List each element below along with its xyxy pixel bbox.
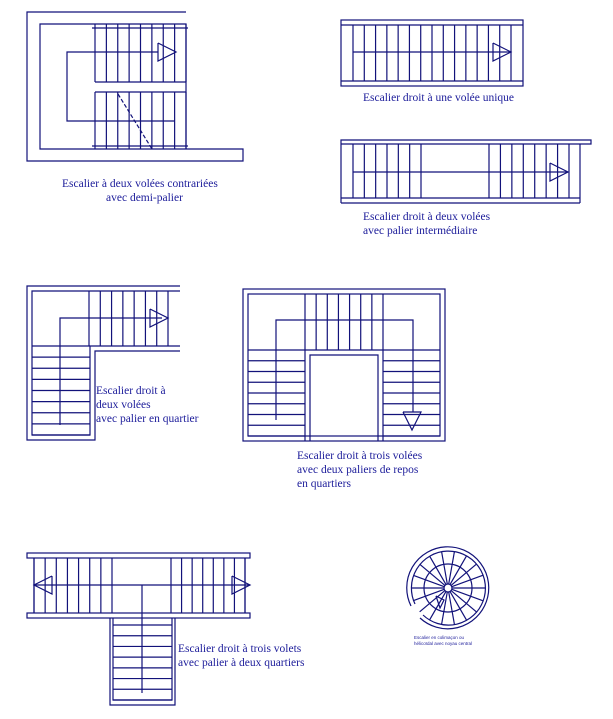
- label-quarter-landing: [96, 384, 198, 426]
- label-line: Escalier droit à deux volées: [363, 211, 491, 223]
- label-line: en quartiers: [297, 478, 351, 490]
- label-spiral: [414, 635, 472, 647]
- wall: [27, 553, 250, 558]
- label-line: avec palier intermédiaire: [363, 225, 478, 237]
- label-straight-two-intermediate: [363, 210, 490, 238]
- central-newel: [444, 584, 452, 592]
- walkline: [67, 52, 175, 121]
- label-straight-single: [363, 91, 514, 105]
- label-line: avec palier en quartier: [96, 413, 199, 425]
- wall: [27, 613, 250, 618]
- label-line: avec demi-palier: [106, 192, 183, 204]
- label-line: Escalier à deux volées contrariées: [62, 178, 218, 190]
- label-line: avec deux paliers de repos: [297, 464, 419, 476]
- walkline: [276, 320, 413, 420]
- label-two-flights-half-landing: [62, 177, 218, 205]
- label-line: deux volées: [96, 399, 151, 411]
- label-three-flights: [297, 449, 422, 491]
- label-line: Escalier droit à une volée unique: [363, 92, 515, 104]
- wall: [341, 140, 591, 144]
- label-line: avec palier à deux quartiers: [178, 657, 305, 669]
- label-line: Escalier droit à: [96, 385, 166, 397]
- label-line: Escalier droit à trois volets: [178, 643, 302, 655]
- label-line: hélicoïdal avec noyau central: [414, 641, 473, 646]
- wall: [310, 355, 378, 441]
- label-line: Escalier droit à trois volées: [297, 450, 423, 462]
- label-three-flights-t: [178, 642, 304, 670]
- wall: [305, 350, 383, 441]
- wall: [27, 12, 243, 161]
- arrow-right-icon: [158, 43, 176, 61]
- label-line: Escalier en colimaçon ou: [414, 635, 465, 640]
- wall: [243, 289, 445, 441]
